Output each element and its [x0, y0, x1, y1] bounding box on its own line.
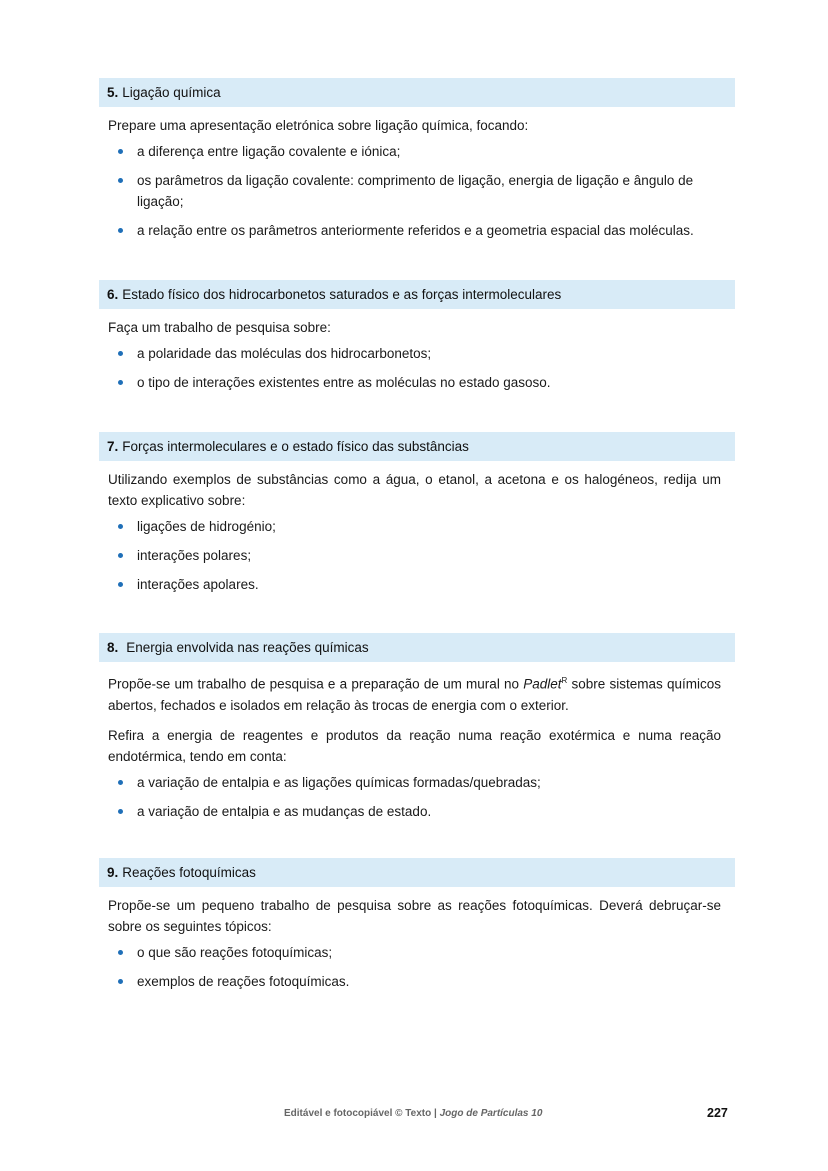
page-number: 227: [707, 1106, 728, 1120]
paragraph-text: sobre sistemas químicos abertos, fechados e isolados em relação às trocas de energia com o exterior.: [108, 676, 721, 713]
paragraph: Refira a energia de reagentes e produtos da reação numa reação exotérmica e numa reação endotérmica, tendo em conta:: [108, 727, 721, 764]
bullet-icon: [118, 380, 123, 385]
footer-copyright: Editável e fotocopiável © Texto |: [284, 1108, 440, 1119]
list-item-text: a variação de entalpia e as mudanças de estado.: [137, 803, 432, 819]
section-number: 6.: [107, 287, 119, 302]
section-body: [99, 670, 735, 822]
section-7: [99, 432, 735, 595]
paragraph: [108, 670, 721, 716]
section-body: [99, 115, 735, 241]
bullet-list: [108, 516, 721, 595]
list-item-text: os parâmetros da ligação covalente: comprimento de ligação, energia de ligação e ângulo de ligação;: [137, 173, 694, 209]
section-body: [99, 895, 735, 992]
section-header: [99, 633, 735, 662]
footer-book-title: Jogo de Partículas 10: [439, 1108, 543, 1119]
bullet-icon: [118, 178, 123, 183]
section-8: [99, 633, 735, 822]
list-item-text: a diferença entre ligação covalente e iónica;: [137, 144, 401, 159]
section-title: Forças intermoleculares e o estado físico das substâncias: [122, 439, 469, 454]
bullet-list: [108, 942, 721, 992]
section-title: Estado físico dos hidrocarbonetos saturados e as forças intermoleculares: [122, 287, 562, 302]
section-title: Energia envolvida nas reações químicas: [126, 640, 369, 655]
padlet-name: Padlet: [523, 676, 562, 692]
section-header: [99, 432, 735, 461]
section-header: [99, 280, 735, 309]
list-item: [108, 942, 721, 963]
registered-mark: R: [561, 676, 568, 685]
list-item: [108, 772, 721, 793]
list-item: [108, 545, 721, 566]
bullet-icon: [118, 979, 123, 984]
list-item-text: ligações de hidrogénio;: [137, 519, 276, 534]
footer-credit: [284, 1108, 542, 1119]
section-header: [99, 78, 735, 107]
section-number: 9.: [107, 865, 119, 880]
section-header: [99, 858, 735, 887]
section-number: 7.: [107, 439, 119, 454]
section-number: 8.: [107, 640, 119, 655]
bullet-icon: [118, 351, 123, 356]
list-item: [108, 372, 721, 393]
page-footer: [0, 1106, 828, 1122]
paragraph-text: Propõe-se um trabalho de pesquisa e a preparação de um mural no: [108, 676, 524, 692]
list-item: [108, 170, 721, 212]
section-5: [99, 78, 735, 241]
bullet-icon: [118, 553, 123, 558]
bullet-icon: [118, 582, 123, 587]
section-number: 5.: [107, 85, 119, 100]
list-item-text: o tipo de interações existentes entre as moléculas no estado gasoso.: [137, 375, 551, 390]
section-body: [99, 317, 735, 393]
list-item: [108, 343, 721, 364]
section-6: [99, 280, 735, 393]
bullet-icon: [118, 228, 123, 233]
paragraph: Utilizando exemplos de substâncias como a água, o etanol, a acetona e os halogéneos, redija um texto explicativo sobre:: [108, 472, 721, 508]
bullet-icon: [118, 524, 123, 529]
list-item-text: interações apolares.: [137, 577, 259, 592]
list-item-text: o que são reações fotoquímicas;: [137, 945, 333, 960]
section-title: Reações fotoquímicas: [122, 865, 256, 880]
paragraph: Faça um trabalho de pesquisa sobre:: [108, 320, 331, 335]
list-item-text: exemplos de reações fotoquímicas.: [137, 974, 350, 989]
list-item-text: a variação de entalpia e as ligações químicas formadas/quebradas;: [137, 774, 541, 790]
bullet-icon: [118, 950, 123, 955]
bullet-icon: [118, 149, 123, 154]
list-item: [108, 574, 721, 595]
list-item: [108, 801, 721, 822]
paragraph: Propõe-se um pequeno trabalho de pesquisa sobre as reações fotoquímicas. Deverá debruçar-se sobre os seguintes tópicos:: [108, 898, 721, 934]
list-item: [108, 516, 721, 537]
bullet-list: [108, 772, 721, 822]
bullet-icon: [118, 809, 123, 814]
section-title: Ligação química: [122, 85, 221, 100]
section-body: [99, 469, 735, 595]
bullet-list: [108, 141, 721, 241]
section-9: [99, 858, 735, 992]
list-item-text: a relação entre os parâmetros anteriormente referidos e a geometria espacial das moléculas.: [137, 223, 694, 238]
list-item-text: interações polares;: [137, 548, 252, 563]
paragraph: Prepare uma apresentação eletrónica sobre ligação química, focando:: [108, 118, 529, 133]
bullet-list: [108, 343, 721, 393]
list-item: [108, 971, 721, 992]
list-item-text: a polaridade das moléculas dos hidrocarbonetos;: [137, 346, 432, 361]
bullet-icon: [118, 780, 123, 785]
list-item: [108, 220, 721, 241]
list-item: [108, 141, 721, 162]
